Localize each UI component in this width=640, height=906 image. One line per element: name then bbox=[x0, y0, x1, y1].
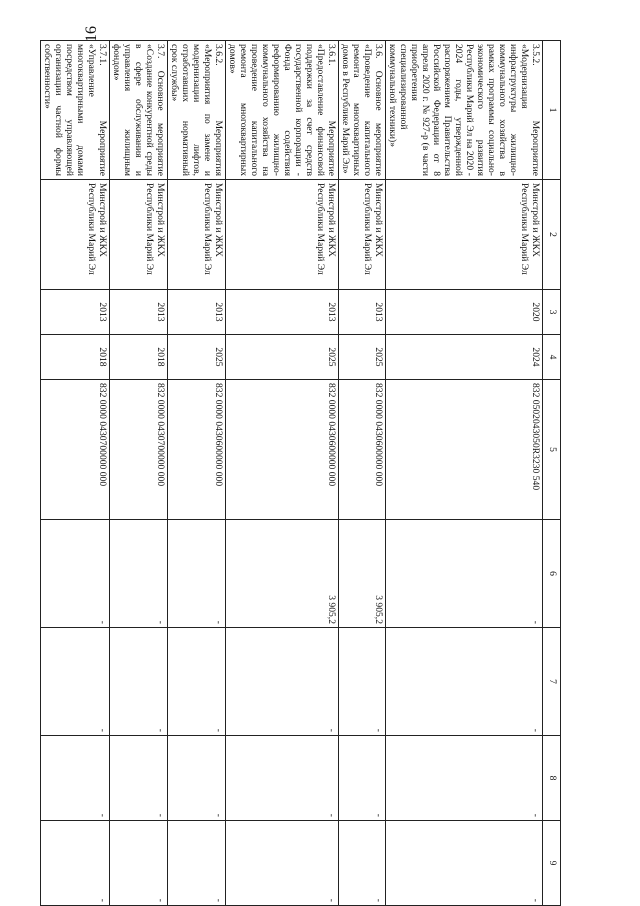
value-col8: - bbox=[386, 736, 543, 821]
value-col8: - bbox=[168, 736, 226, 821]
value-col7: - bbox=[110, 628, 168, 736]
budget-code: 832 0000 0430700000 000 bbox=[110, 380, 168, 520]
program-table bbox=[40, 40, 561, 906]
executor: Минстрой и ЖКХ Республики Марий Эл bbox=[386, 180, 543, 290]
activity-name: 3.5.2. Мероприятие «Модернизация инфраструктуры жилищно-коммунального хозяйства в рамках программы социально-экономического развития Республики Марий Эл на 2020 - 2024 годы, утвержденной распоряжением Правительства Российской Федерации от 8 апреля 2020 г. № 927-р (в части приобретения специализированной коммунальной техники)» bbox=[386, 41, 543, 180]
value-col8: - bbox=[339, 736, 386, 821]
activity-name: 3.7.1. Мероприятие «Управление многоквартирными домами посредством управляющей организации частной формы собственности» bbox=[41, 41, 110, 180]
table-row bbox=[226, 41, 339, 906]
value-col7: - bbox=[41, 628, 110, 736]
activity-name: 3.6.2. Мероприятия «Мероприятия по замене и модернизации лифтов, отработавших нормативный срок службы» bbox=[168, 41, 226, 180]
budget-code: 832 0502043050R3230 540 bbox=[386, 380, 543, 520]
end-year: 2024 bbox=[386, 335, 543, 380]
table-row bbox=[110, 41, 168, 906]
activity-name: 3.6.1. Мероприятие «Предоставление финансовой поддержки за счет средств государственной корпорации - Фонда содействия реформированию жилищно-коммунального хозяйства на проведение капитального ремонта многоквартирных домов» bbox=[226, 41, 339, 180]
column-header-1: 1 bbox=[543, 41, 561, 180]
value-col9: - bbox=[41, 821, 110, 906]
header-row bbox=[543, 41, 561, 906]
table-row bbox=[168, 41, 226, 906]
column-header-3: 3 bbox=[543, 290, 561, 335]
start-year: 2020 bbox=[386, 290, 543, 335]
value-col6: 3 905,2 bbox=[226, 520, 339, 628]
value-col9: - bbox=[226, 821, 339, 906]
column-header-7: 7 bbox=[543, 628, 561, 736]
value-col9: - bbox=[168, 821, 226, 906]
start-year: 2013 bbox=[41, 290, 110, 335]
column-header-8: 8 bbox=[543, 736, 561, 821]
activity-name: 3.7. Основное мероприятие «Создание конкурентной среды в сфере обслуживания и управления жилищным фондом» bbox=[110, 41, 168, 180]
value-col7: - bbox=[168, 628, 226, 736]
value-col6: - bbox=[386, 520, 543, 628]
column-header-9: 9 bbox=[543, 821, 561, 906]
value-col6: 3 905,2 bbox=[339, 520, 386, 628]
table-row bbox=[41, 41, 110, 906]
start-year: 2013 bbox=[226, 290, 339, 335]
value-col7: - bbox=[339, 628, 386, 736]
value-col7: - bbox=[386, 628, 543, 736]
executor: Минстрой и ЖКХ Республики Марий Эл bbox=[226, 180, 339, 290]
value-col6: - bbox=[110, 520, 168, 628]
budget-code: 832 0000 0430600000 000 bbox=[339, 380, 386, 520]
executor: Минстрой и ЖКХ Республики Марий Эл bbox=[110, 180, 168, 290]
value-col9: - bbox=[386, 821, 543, 906]
end-year: 2018 bbox=[110, 335, 168, 380]
executor: Минстрой и ЖКХ Республики Марий Эл bbox=[41, 180, 110, 290]
rotated-table-container bbox=[42, 40, 561, 905]
end-year: 2025 bbox=[226, 335, 339, 380]
table-row bbox=[339, 41, 386, 906]
start-year: 2013 bbox=[110, 290, 168, 335]
value-col7: - bbox=[226, 628, 339, 736]
activity-name: 3.6. Основное мероприятие «Проведение капитального ремонта многоквартирных домов в Республике Марий Эл» bbox=[339, 41, 386, 180]
value-col9: - bbox=[339, 821, 386, 906]
column-header-6: 6 bbox=[543, 520, 561, 628]
table-row bbox=[386, 41, 543, 906]
page-number-text: 16 bbox=[83, 26, 100, 42]
end-year: 2018 bbox=[41, 335, 110, 380]
value-col8: - bbox=[226, 736, 339, 821]
start-year: 2013 bbox=[339, 290, 386, 335]
value-col6: - bbox=[168, 520, 226, 628]
budget-code: 832 0000 0430700000 000 bbox=[41, 380, 110, 520]
executor: Минстрой и ЖКХ Республики Марий Эл bbox=[168, 180, 226, 290]
column-header-5: 5 bbox=[543, 380, 561, 520]
value-col9: - bbox=[110, 821, 168, 906]
end-year: 2025 bbox=[339, 335, 386, 380]
end-year: 2025 bbox=[168, 335, 226, 380]
executor: Минстрой и ЖКХ Республики Марий Эл bbox=[339, 180, 386, 290]
value-col8: - bbox=[110, 736, 168, 821]
start-year: 2013 bbox=[168, 290, 226, 335]
value-col6: - bbox=[41, 520, 110, 628]
budget-code: 832 0000 0430600000 000 bbox=[168, 380, 226, 520]
value-col8: - bbox=[41, 736, 110, 821]
column-header-2: 2 bbox=[543, 180, 561, 290]
budget-code: 832 0000 0430600000 000 bbox=[226, 380, 339, 520]
column-header-4: 4 bbox=[543, 335, 561, 380]
